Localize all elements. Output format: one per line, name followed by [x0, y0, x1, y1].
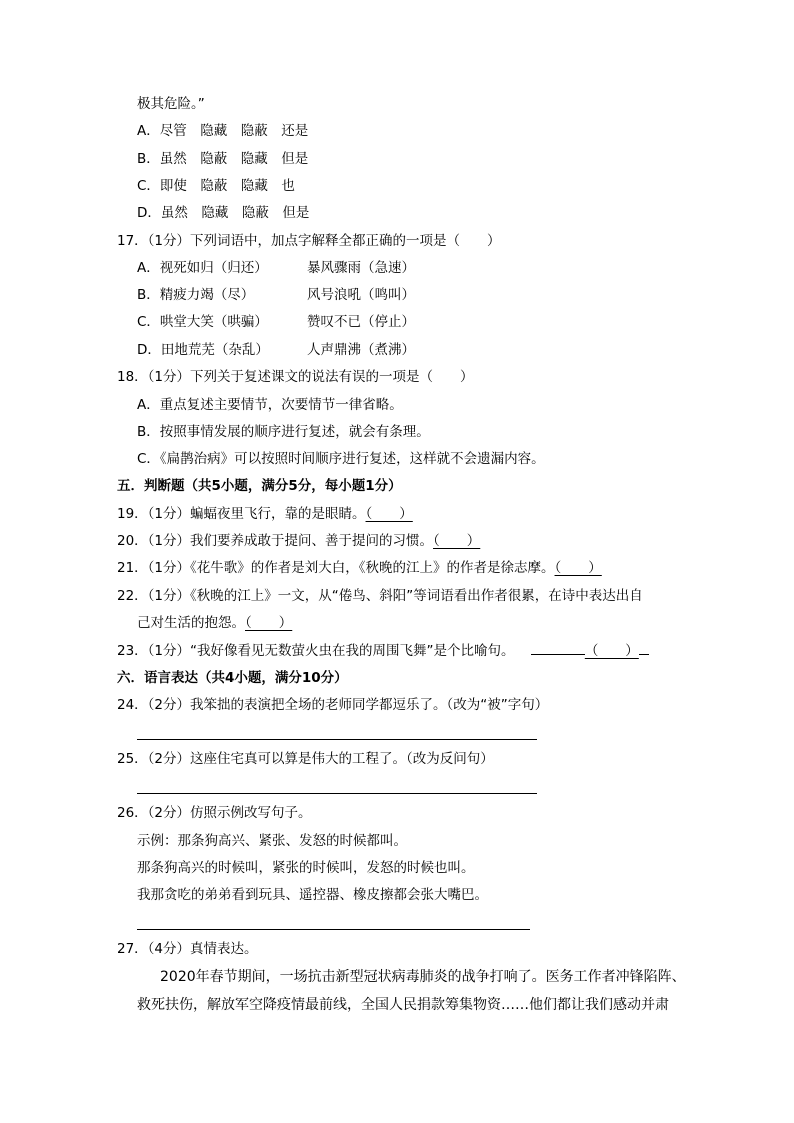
q16-option-c: C．即使 隐蔽 隐藏 也	[137, 178, 295, 194]
q17-d-word1: D．田地荒芜（杂乱）	[137, 342, 269, 358]
q25-text: 25．（2分）这座住宅真可以算是伟大的工程了。（改为反问句）	[117, 751, 494, 767]
q17-option-d	[137, 340, 415, 360]
q26-answer-line	[137, 929, 530, 930]
q17-option-c	[137, 312, 415, 332]
q17-d-word2: 人声鼎沸（煮沸）	[307, 342, 415, 358]
q23-blank: （ ）	[584, 643, 639, 659]
q26-example-rewrite: 那条狗高兴的时候叫，紧张的时候叫，发怒的时候也叫。	[137, 860, 475, 876]
q17-a-word1: A．视死如归（归还）	[137, 260, 268, 276]
q23-underline-end	[639, 640, 649, 655]
q17-c-word2: 赞叹不已（停止）	[307, 314, 415, 330]
q16-option-a: A．尽管 隐藏 隐蔽 还是	[137, 123, 309, 139]
q22-blank: （ ）	[245, 615, 293, 631]
q19-text: 19．（1分）蝙蝠夜里飞行，靠的是眼睛。	[117, 506, 366, 522]
q26-example: 示例：那条狗高兴、紧张、发怒的时候都叫。	[137, 833, 407, 849]
q26-text: 26．（2分）仿照示例改写句子。	[117, 805, 312, 821]
q24-answer-line	[137, 739, 537, 740]
q17-c-word1: C．哄堂大笑（哄骗）	[137, 314, 268, 330]
q23-text: 23．（1分）“我好像看见无数萤火虫在我的周围飞舞”是个比喻句。	[117, 643, 515, 659]
q17-option-b	[137, 285, 415, 305]
q16-option-b: B．虽然 隐蔽 隐藏 但是	[137, 151, 309, 167]
q21-text: 21．（1分）《花牛歌》的作者是刘大白，《秋晚的江上》的作者是徐志摩。	[117, 560, 555, 576]
q16-option-d: D．虽然 隐藏 隐蔽 但是	[137, 205, 310, 221]
q24-text: 24．（2分）我笨拙的表演把全场的老师同学都逗乐了。（改为“被”字句）	[117, 697, 549, 713]
q18-option-b: B．按照事情发展的顺序进行复述，就会有条理。	[137, 424, 430, 440]
q20	[117, 531, 480, 551]
q17-stem: 17．（1分）下列词语中，加点字解释全都正确的一项是（ ）	[117, 233, 501, 249]
q23-underline	[531, 640, 585, 655]
section-6-title: 六．语言表达（共4小题，满分10分）	[117, 670, 348, 686]
q27-text: 27．（4分）真情表达。	[117, 941, 258, 957]
q25-answer-line	[137, 793, 537, 794]
q17-b-word1: B．精疲力竭（尽）	[137, 287, 255, 303]
q17-a-word2: 暴风骤雨（急速）	[307, 260, 415, 276]
q19	[117, 504, 413, 524]
q26-task: 我那贪吃的弟弟看到玩具、遥控器、橡皮擦都会张大嘴巴。	[137, 887, 488, 903]
q18-stem: 18．（1分）下列关于复述课文的说法有误的一项是（ ）	[117, 369, 474, 385]
q22-text: 己对生活的抱怨。	[137, 615, 245, 631]
q27-paragraph-line2: 救死扶伤，解放军空降疫情最前线，全国人民捐款筹集物资……他们都让我们感动并肃	[137, 997, 669, 1013]
q20-blank: （ ）	[433, 533, 481, 549]
q23	[117, 640, 649, 661]
section-5-title: 五．判断题（共5小题，满分5分，每小题1分）	[117, 478, 402, 494]
q18-option-c: C．《扁鹊治病》可以按照时间顺序进行复述，这样就不会遗漏内容。	[137, 451, 545, 467]
q22-line2	[137, 613, 292, 633]
q21-blank: （ ）	[554, 560, 602, 576]
q27-paragraph-line1: 2020年春节期间，一场抗击新型冠状病毒肺炎的战争打响了。医务工作者冲锋陷阵、	[160, 969, 686, 985]
q16-tail: 极其危险。”	[137, 96, 205, 112]
q17-option-a	[137, 258, 415, 278]
q20-text: 20．（1分）我们要养成敢于提问、善于提问的习惯。	[117, 533, 434, 549]
q17-b-word2: 风号浪吼（鸣叫）	[307, 287, 415, 303]
q21	[117, 558, 602, 578]
q22-line1: 22．（1分）《秋晚的江上》一文，从“倦鸟、斜阳”等词语看出作者很累，在诗中表达出自	[117, 588, 643, 604]
q19-blank: （ ）	[365, 506, 413, 522]
q18-option-a: A．重点复述主要情节，次要情节一律省略。	[137, 397, 403, 413]
